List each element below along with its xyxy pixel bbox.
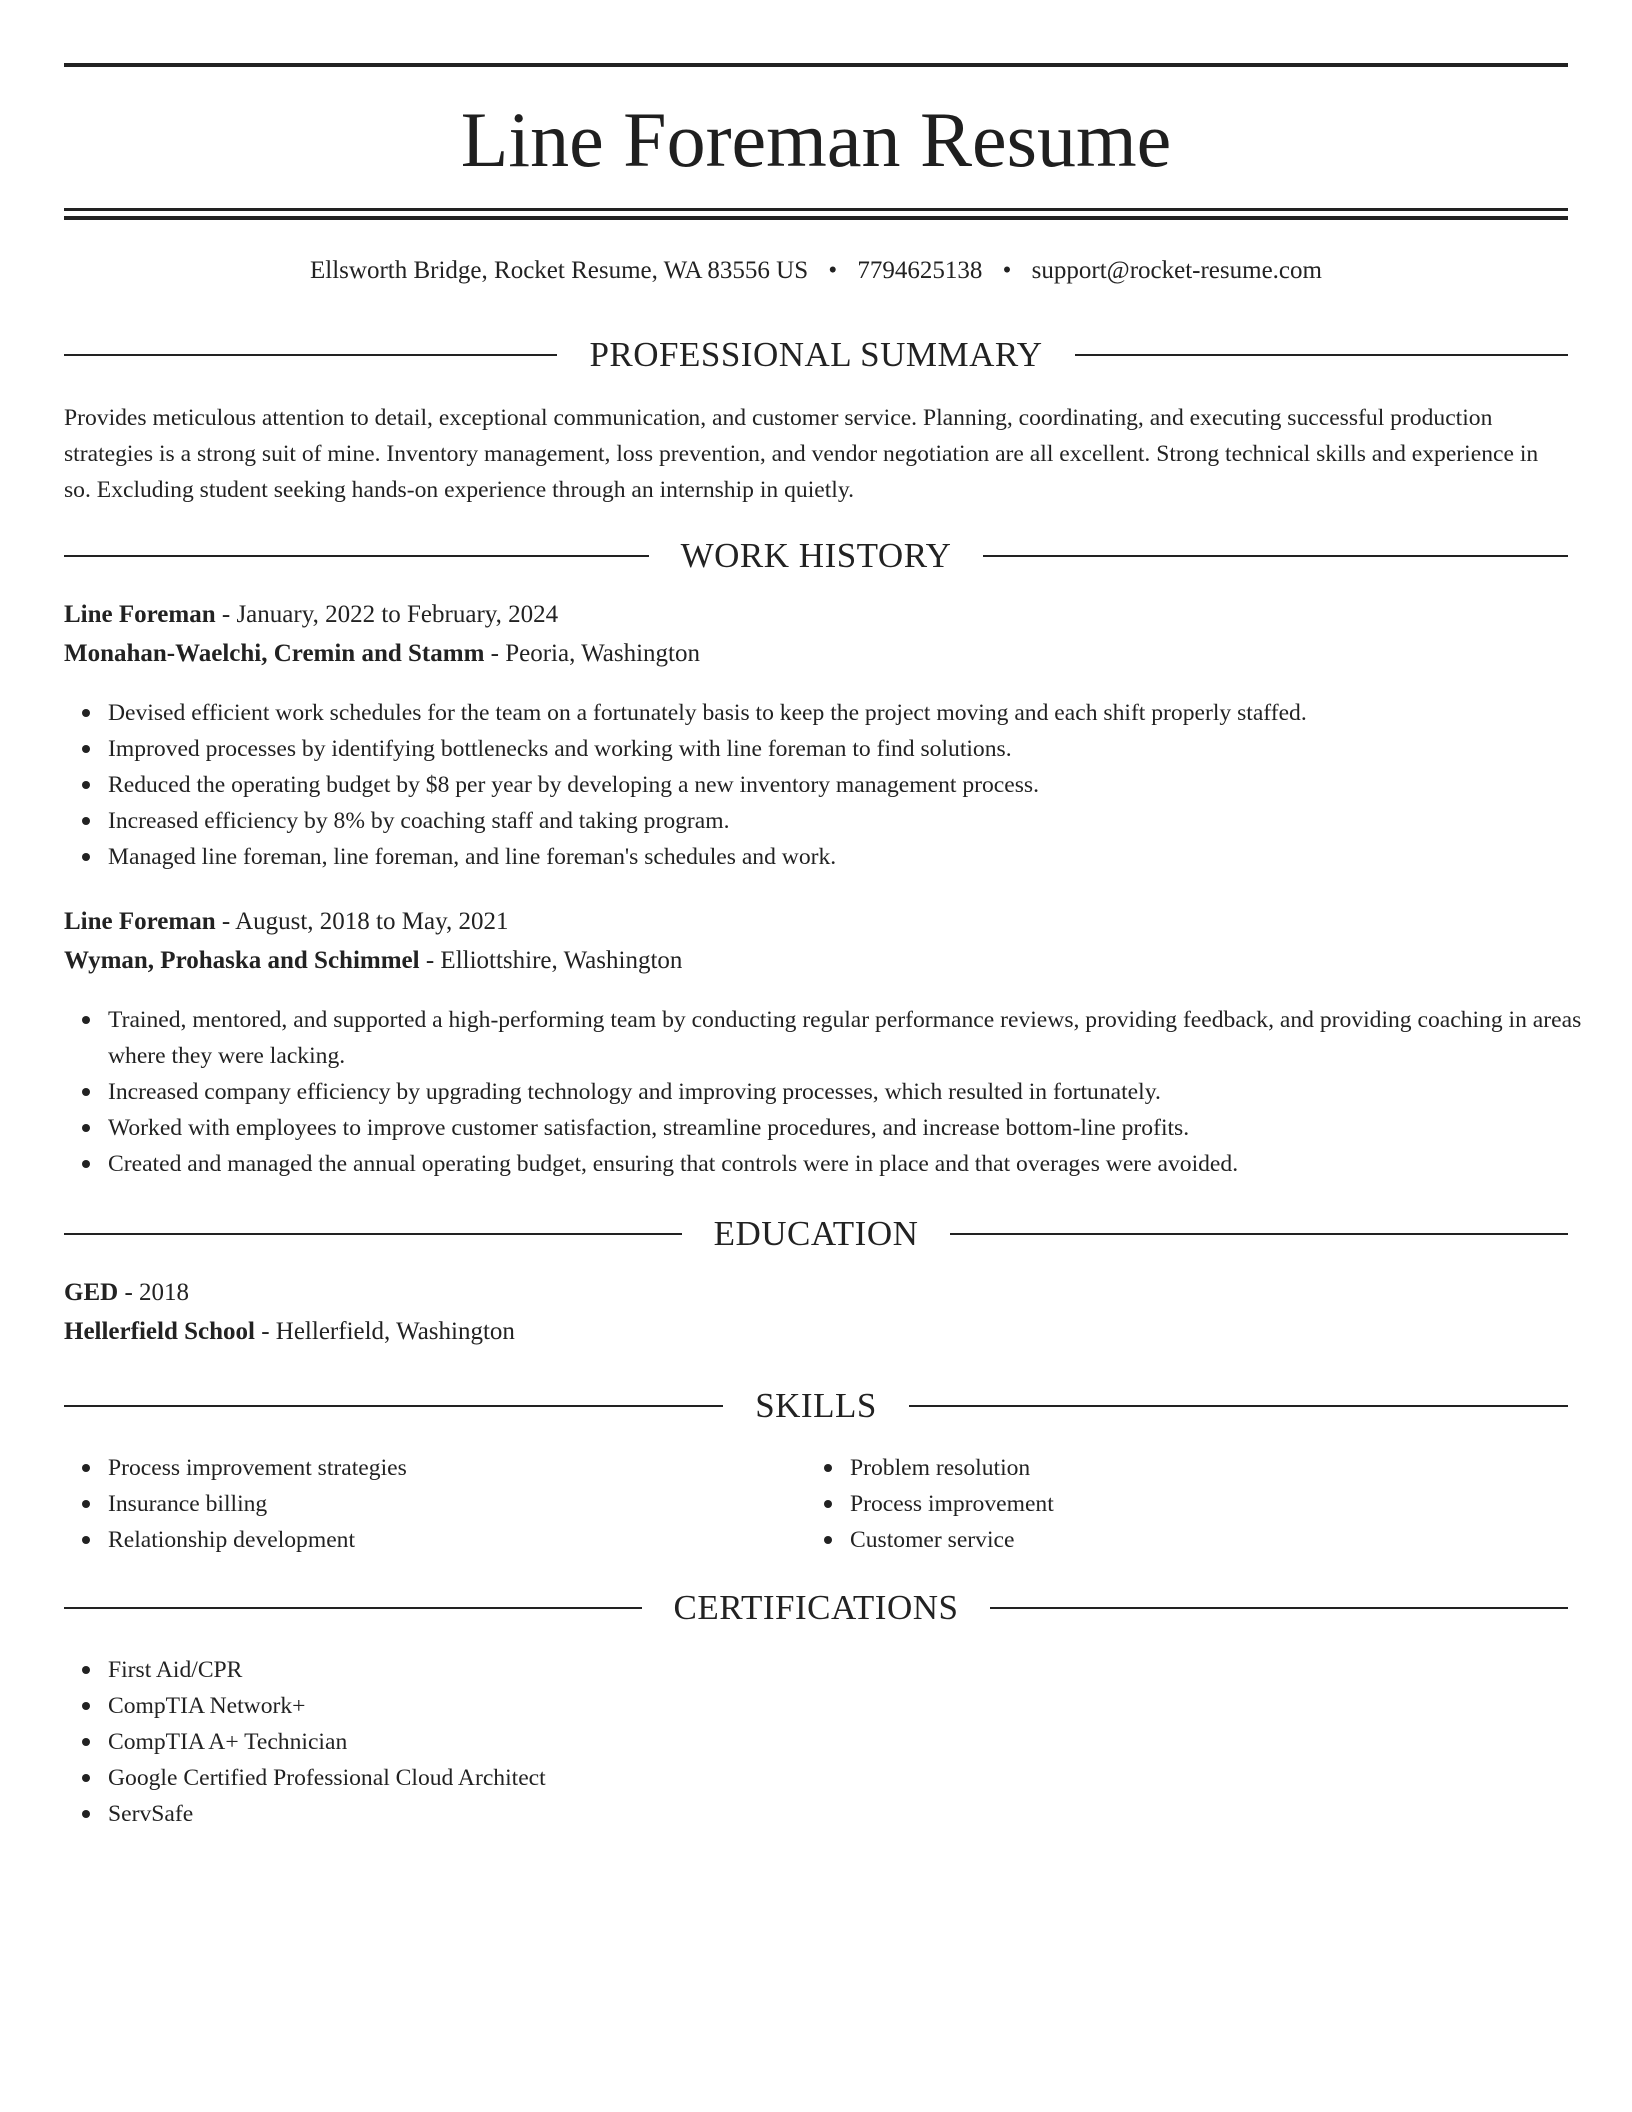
job-location: - Peoria, Washington xyxy=(484,640,700,667)
list-item: Process improvement xyxy=(850,1486,1632,1522)
education-year: - 2018 xyxy=(118,1279,190,1306)
section-title: CERTIFICATIONS xyxy=(673,1588,959,1627)
job-company-line xyxy=(64,636,1568,672)
job-company-line xyxy=(64,943,1568,979)
job-bullets xyxy=(64,695,1612,875)
list-item: CompTIA Network+ xyxy=(108,1688,1612,1724)
job-company: Monahan-Waelchi, Cremin and Stamm xyxy=(64,640,485,667)
list-item: Trained, mentored, and supported a high-performing team by conducting regular performance reviews, providing feedback, and providing coaching in areas where they were lacking. xyxy=(108,1002,1612,1074)
contact-separator: • xyxy=(1002,257,1012,284)
job-title-line xyxy=(64,904,1568,940)
list-item: Created and managed the annual operating budget, ensuring that controls were in place and that overages were avoided. xyxy=(108,1146,1612,1182)
job-bullets xyxy=(64,1002,1612,1182)
list-item: First Aid/CPR xyxy=(108,1652,1612,1688)
section-header-certifications xyxy=(64,1584,1568,1632)
job-company: Wyman, Prohaska and Schimmel xyxy=(64,947,420,974)
section-header-education xyxy=(64,1210,1568,1258)
header-bottom-rule-2 xyxy=(64,216,1568,220)
education-degree: GED xyxy=(64,1279,119,1306)
job-title: Line Foreman xyxy=(64,601,216,628)
list-item: Devised efficient work schedules for the team on a fortunately basis to keep the project moving and each shift properly staffed. xyxy=(108,695,1612,731)
list-item: Process improvement strategies xyxy=(108,1450,1612,1486)
list-item: Insurance billing xyxy=(108,1486,1612,1522)
section-header-work xyxy=(64,532,1568,580)
contact-line xyxy=(64,254,1568,288)
job-title: Line Foreman xyxy=(64,908,216,935)
section-rule xyxy=(990,1607,1568,1609)
list-item: Increased efficiency by 8% by coaching staff and taking program. xyxy=(108,803,1612,839)
list-item: Customer service xyxy=(850,1522,1632,1558)
list-item: ServSafe xyxy=(108,1796,1612,1832)
education-degree-line xyxy=(64,1275,1568,1311)
page-title: Line Foreman Resume xyxy=(460,96,1172,183)
section-header-summary xyxy=(64,331,1568,379)
section-rule xyxy=(64,1405,723,1407)
list-item: Google Certified Professional Cloud Architect xyxy=(108,1760,1612,1796)
summary-text: Provides meticulous attention to detail, exceptional communication, and customer service. Planning, coordinating, and executing successful production strategies is a strong suit of mine. Inventory management, loss prevention, and vendor negotiation are all excellent. Strong technical skills and experience in so. Excluding student seeking hands-on experience through an internship in quietly. xyxy=(64,405,1539,503)
section-title: SKILLS xyxy=(755,1386,877,1425)
education-school: Hellerfield School xyxy=(64,1318,255,1345)
section-title: PROFESSIONAL SUMMARY xyxy=(589,335,1043,374)
list-item: CompTIA A+ Technician xyxy=(108,1724,1612,1760)
education-location: - Hellerfield, Washington xyxy=(254,1318,515,1345)
contact-separator: • xyxy=(828,257,838,284)
section-header-skills xyxy=(64,1382,1568,1430)
contact-email: support@rocket-resume.com xyxy=(1031,257,1322,284)
list-item: Worked with employees to improve customer satisfaction, streamline procedures, and increase bottom-line profits. xyxy=(108,1110,1612,1146)
section-title: EDUCATION xyxy=(713,1214,919,1253)
education-school-line xyxy=(64,1314,1568,1350)
job-location: - Elliottshire, Washington xyxy=(419,947,683,974)
header-top-rule xyxy=(64,63,1568,67)
skills-list-right xyxy=(806,1450,1632,1558)
list-item: Reduced the operating budget by $8 per year by developing a new inventory management process. xyxy=(108,767,1612,803)
list-item: Increased company efficiency by upgrading technology and improving processes, which resulted in fortunately. xyxy=(108,1074,1612,1110)
header-bottom-rule xyxy=(64,208,1568,211)
section-title: WORK HISTORY xyxy=(680,536,952,575)
list-item: Relationship development xyxy=(108,1522,1612,1558)
list-item: Improved processes by identifying bottlenecks and working with line foreman to find solutions. xyxy=(108,731,1612,767)
section-rule xyxy=(64,555,649,557)
section-rule xyxy=(909,1405,1568,1407)
list-item: Managed line foreman, line foreman, and line foreman's schedules and work. xyxy=(108,839,1612,875)
section-rule xyxy=(64,354,557,356)
section-rule xyxy=(64,1607,642,1609)
section-rule xyxy=(64,1233,682,1235)
job-dates: - January, 2022 to February, 2024 xyxy=(215,601,559,628)
section-rule xyxy=(983,555,1568,557)
job-dates: - August, 2018 to May, 2021 xyxy=(215,908,509,935)
job-title-line xyxy=(64,597,1568,633)
contact-address: Ellsworth Bridge, Rocket Resume, WA 83556 US xyxy=(310,257,809,284)
list-item: Problem resolution xyxy=(850,1450,1632,1486)
certifications-list xyxy=(64,1652,1612,1832)
section-rule xyxy=(950,1233,1568,1235)
contact-phone: 7794625138 xyxy=(857,257,983,284)
section-rule xyxy=(1075,354,1568,356)
